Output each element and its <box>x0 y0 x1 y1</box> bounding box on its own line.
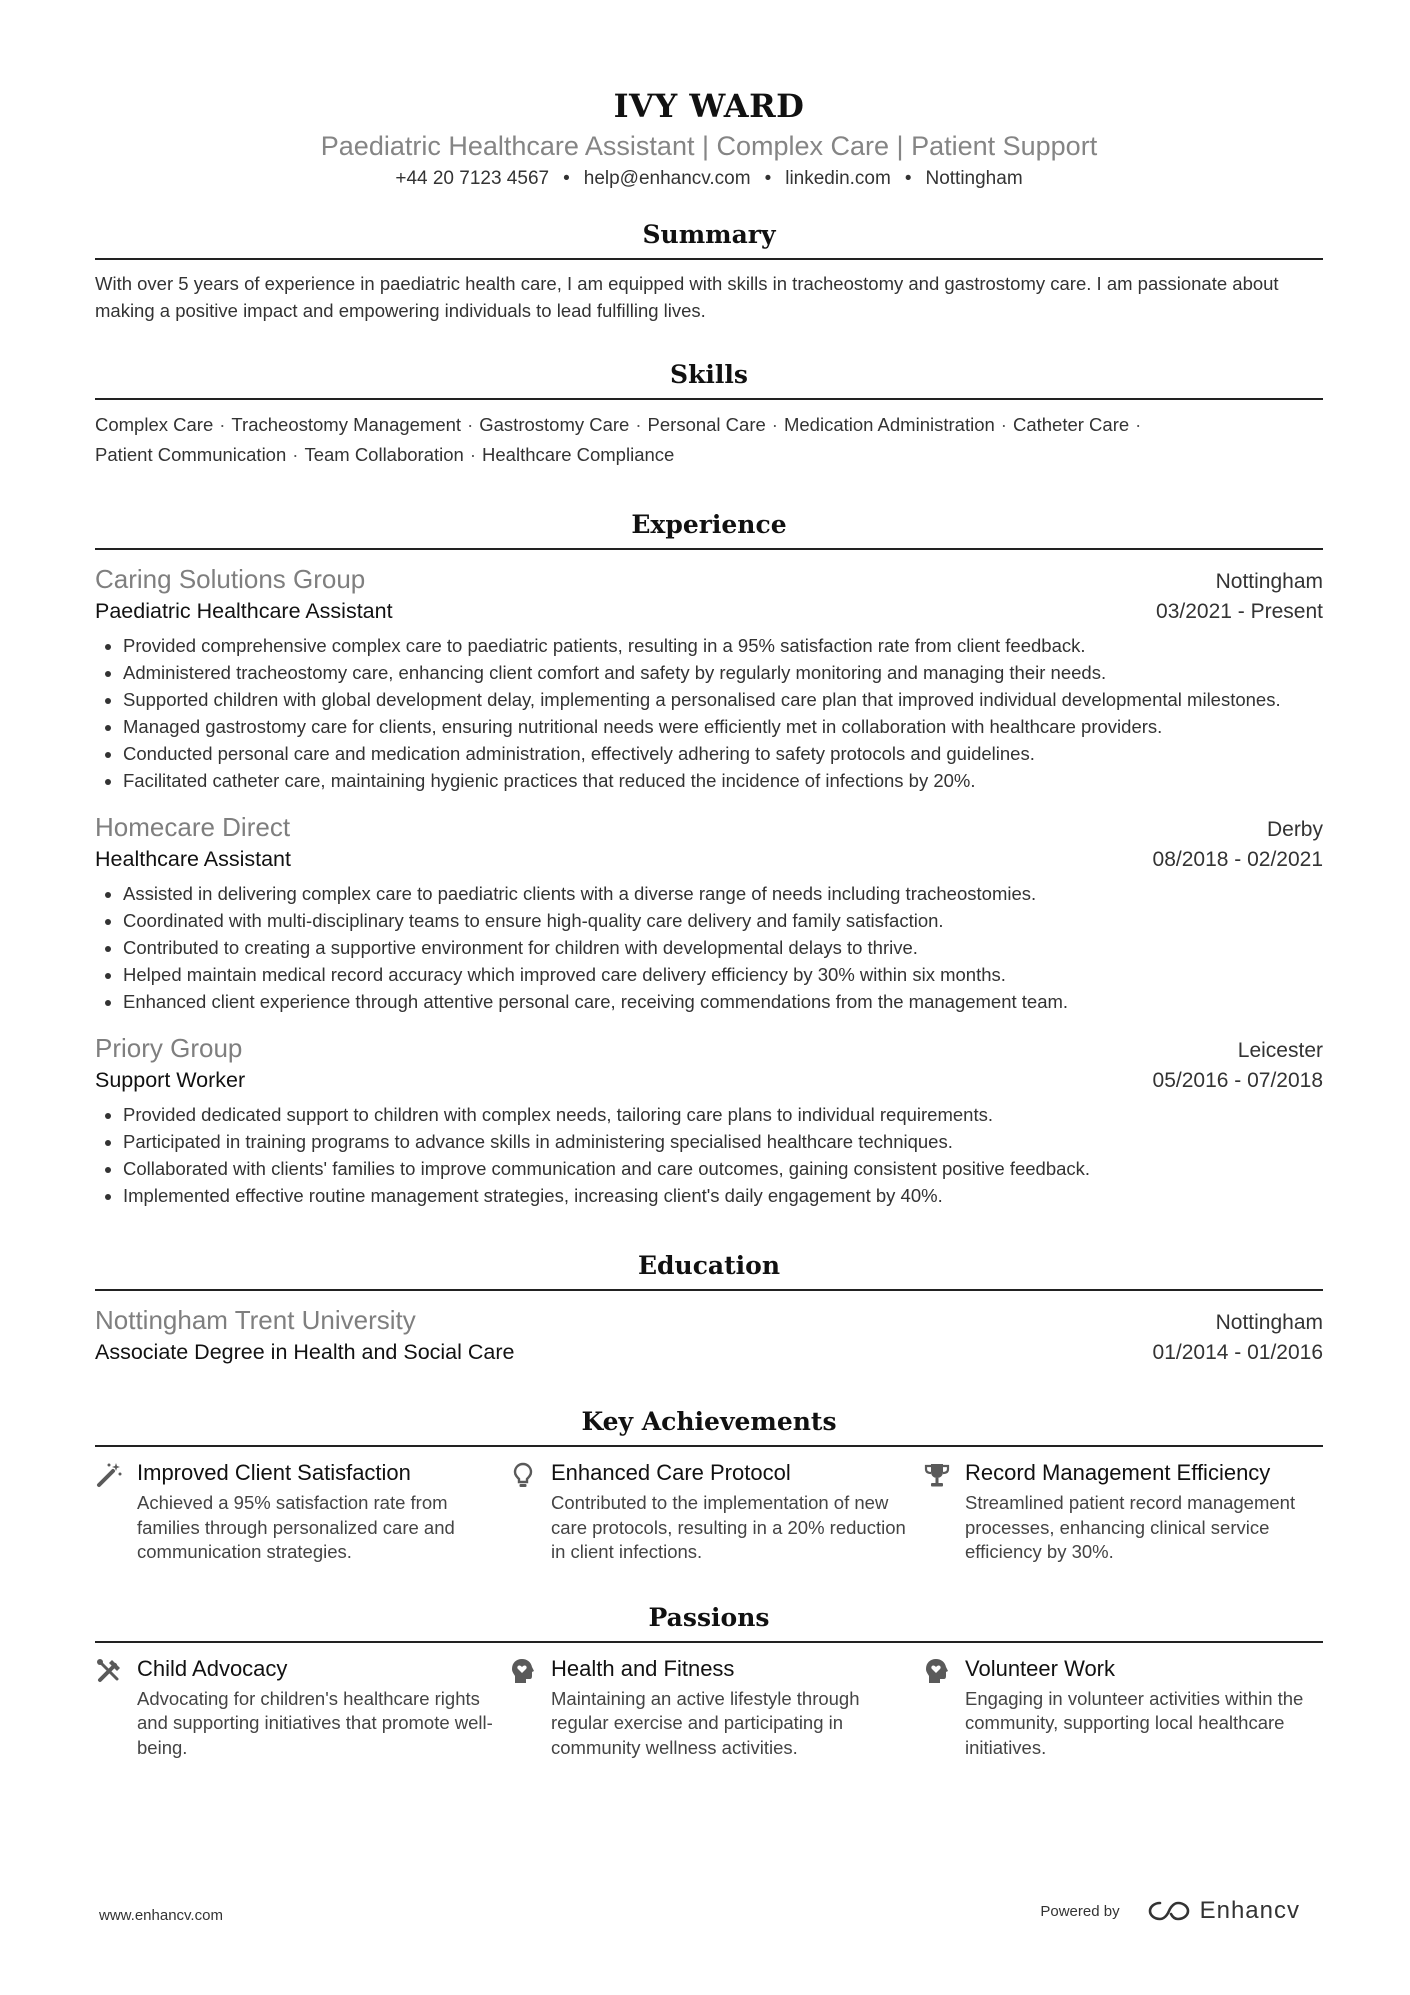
job-bullet: • Participated in training programs to advance skills in administering specialised healthcare techniques. <box>123 1128 1323 1155</box>
candidate-tagline: Paediatric Healthcare Assistant | Complex Care | Patient Support <box>320 131 1098 161</box>
skill-item: Healthcare Compliance <box>482 444 675 465</box>
achievement-item <box>95 1457 495 1565</box>
section-title: Education <box>95 1249 1323 1291</box>
magic-wand-icon <box>95 1461 123 1489</box>
passion-desc: Advocating for children's healthcare rights and supporting initiatives that promote well-being. <box>137 1687 493 1758</box>
resume-header <box>95 0 1323 192</box>
job-entry <box>95 562 1323 794</box>
education-dates: 01/2014 - 01/2016 <box>1152 1341 1323 1364</box>
trophy-icon <box>923 1461 951 1489</box>
education-entry <box>95 1303 1323 1367</box>
contact-email[interactable]: help@enhancv.com <box>583 168 751 189</box>
education-degree: Associate Degree in Health and Social Care <box>95 1340 515 1364</box>
achievement-desc: Contributed to the implementation of new care protocols, resulting in a 20% reduction in client infections. <box>551 1492 906 1562</box>
education-section <box>95 1249 1323 1367</box>
summary-section <box>95 218 1323 324</box>
head-heart-icon <box>923 1657 951 1685</box>
tools-icon <box>95 1657 123 1685</box>
contact-linkedin[interactable]: linkedin.com <box>785 168 891 189</box>
passion-item <box>95 1653 495 1761</box>
achievement-item <box>509 1457 909 1565</box>
skill-item: Team Collaboration <box>304 444 464 465</box>
job-bullet: • Supported children with global development delay, implementing a personalised care plan that improved individual developmental milestones. <box>123 686 1323 713</box>
separator-dot: • <box>904 168 912 189</box>
passion-title: Child Advocacy <box>137 1655 288 1681</box>
head-heart-icon <box>509 1657 537 1685</box>
job-entry <box>95 1031 1323 1209</box>
job-bullets <box>95 632 1323 794</box>
passion-title: Volunteer Work <box>965 1655 1116 1681</box>
skill-item: Gastrostomy Care <box>479 414 630 435</box>
job-dates: 08/2018 - 02/2021 <box>1152 848 1323 871</box>
job-bullets <box>95 1101 1323 1209</box>
education-location: Nottingham <box>1215 1311 1323 1334</box>
achievement-item <box>923 1457 1323 1565</box>
resume-page <box>95 0 1323 1760</box>
achievement-desc: Achieved a 95% satisfaction rate from families through personalized care and communication strategies. <box>137 1492 455 1562</box>
job-bullet: • Assisted in delivering complex care to paediatric clients with a diverse range of needs including tracheostomies. <box>123 880 1323 907</box>
job-location: Leicester <box>1237 1039 1323 1062</box>
job-entry <box>95 810 1323 1015</box>
candidate-name: IVY WARD <box>613 87 805 125</box>
passion-desc: Engaging in volunteer activities within the community, supporting local healthcare initiatives. <box>965 1687 1304 1758</box>
passions-section <box>95 1601 1323 1761</box>
footer-website[interactable]: www.enhancv.com <box>99 1907 223 1924</box>
skill-item: Catheter Care <box>1012 414 1130 435</box>
achievement-title: Record Management Efficiency <box>965 1460 1271 1485</box>
job-role: Support Worker <box>95 1068 246 1092</box>
enhancv-logo-icon <box>1146 1899 1192 1923</box>
job-bullet: • Implemented effective routine management strategies, increasing client's daily engagement by 40%. <box>123 1182 1323 1209</box>
education-school: Nottingham Trent University <box>95 1305 416 1335</box>
job-bullets <box>95 880 1323 1015</box>
job-bullet: • Contributed to creating a supportive environment for children with developmental delays to thrive. <box>123 934 1323 961</box>
contact-location: Nottingham <box>925 168 1023 189</box>
skill-item: Medication Administration <box>783 414 995 435</box>
skills-list: Complex Care · Tracheostomy Management · Gastrostomy Care · Personal Care · Medication Administration · Catheter Care · Patient Communication · Team Collaboration · Healthcare Compliance <box>95 414 1142 465</box>
skill-item: Patient Communication <box>95 444 287 465</box>
achievement-desc: Streamlined patient record management processes, enhancing clinical service efficiency by 30%. <box>965 1492 1296 1562</box>
job-company: Homecare Direct <box>95 812 291 842</box>
job-bullet: • Managed gastrostomy care for clients, ensuring nutritional needs were efficiently met in collaboration with healthcare providers. <box>123 713 1323 740</box>
job-bullet: • Conducted personal care and medication administration, effectively adhering to safety protocols and guidelines. <box>123 740 1323 767</box>
job-dates: 03/2021 - Present <box>1156 600 1323 623</box>
job-role: Healthcare Assistant <box>95 847 291 871</box>
powered-by-label: Powered by <box>1040 1902 1120 1920</box>
contact-phone: +44 20 7123 4567 <box>395 168 550 189</box>
passion-title: Health and Fitness <box>551 1655 735 1681</box>
passion-item <box>509 1653 909 1761</box>
achievement-title: Improved Client Satisfaction <box>137 1460 411 1485</box>
job-bullet: • Administered tracheostomy care, enhancing client comfort and safety by regularly monitoring and managing their needs. <box>123 659 1323 686</box>
skill-item: Personal Care <box>647 414 766 435</box>
achievements-section <box>95 1405 1323 1565</box>
skill-item: Complex Care <box>95 414 214 435</box>
job-bullet: • Enhanced client experience through attentive personal care, receiving commendations from the management team. <box>123 988 1323 1015</box>
job-bullet: • Coordinated with multi-disciplinary teams to ensure high-quality care delivery and family satisfaction. <box>123 907 1323 934</box>
section-title: Summary <box>95 218 1323 260</box>
section-title: Passions <box>95 1601 1323 1643</box>
lightbulb-icon <box>509 1461 537 1489</box>
job-role: Paediatric Healthcare Assistant <box>95 599 393 623</box>
separator-dot: • <box>563 168 570 189</box>
job-bullet: • Facilitated catheter care, maintaining hygienic practices that reduced the incidence of infections by 20%. <box>123 767 1323 794</box>
job-bullet: • Collaborated with clients' families to improve communication and care outcomes, gaining consistent positive feedback. <box>123 1155 1323 1182</box>
job-bullet: • Helped maintain medical record accuracy which improved care delivery efficiency by 30% within six months. <box>123 961 1323 988</box>
skill-item: Tracheostomy Management <box>231 414 462 435</box>
job-company: Caring Solutions Group <box>95 564 366 594</box>
job-location: Derby <box>1266 818 1323 841</box>
section-title: Key Achievements <box>95 1405 1323 1447</box>
job-dates: 05/2016 - 07/2018 <box>1152 1069 1323 1092</box>
summary-text: With over 5 years of experience in paediatric health care, I am equipped with skills in tracheostomy and gastrostomy care. I am passionate about making a positive impact and empowering individuals to lead fulfilling lives. <box>95 273 1279 321</box>
separator-dot: • <box>764 168 772 189</box>
brand-name: Enhancv <box>1199 1897 1300 1924</box>
job-location: Nottingham <box>1215 570 1323 593</box>
passion-item <box>923 1653 1323 1761</box>
skills-section <box>95 358 1323 470</box>
job-company: Priory Group <box>95 1033 243 1063</box>
experience-section <box>95 508 1323 1209</box>
job-bullet: • Provided comprehensive complex care to paediatric patients, resulting in a 95% satisfaction rate from client feedback. <box>123 632 1323 659</box>
passion-desc: Maintaining an active lifestyle through regular exercise and participating in community wellness activities. <box>551 1687 860 1758</box>
achievement-title: Enhanced Care Protocol <box>551 1460 791 1485</box>
section-title: Experience <box>95 508 1323 550</box>
footer-branding <box>1040 1897 1300 1925</box>
section-title: Skills <box>95 358 1323 400</box>
job-bullet: • Provided dedicated support to children with complex needs, tailoring care plans to individual requirements. <box>123 1101 1323 1128</box>
contact-line <box>95 166 1323 192</box>
